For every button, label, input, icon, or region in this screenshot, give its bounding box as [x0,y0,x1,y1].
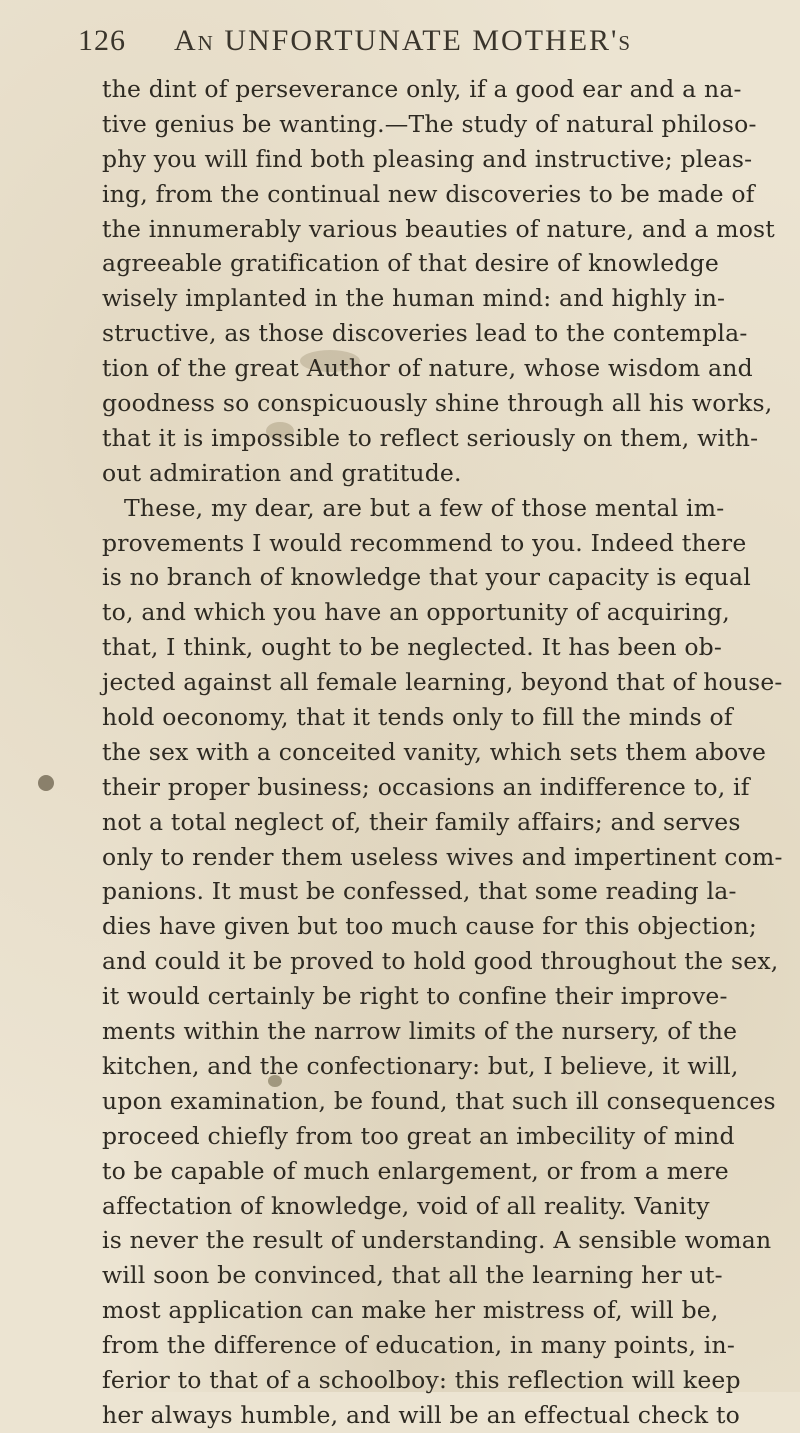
text-line: only to render them useless wives and impertinent com- [102,842,783,871]
text-line: proceed chiefly from too great an imbecility of mind [102,1121,735,1150]
text-line: to be capable of much enlargement, or from a mere [102,1156,729,1185]
text-line: goodness so conspicuously shine through all his works, [102,389,773,418]
text-line: their proper business; occasions an indifference to, if [102,772,750,801]
text-line: it would certainly be right to confine their improve- [102,982,728,1011]
text-line: upon examination, be found, that such ill consequences [102,1086,776,1115]
text-line: the dint of perseverance only, if a good ear and a na- [102,75,742,103]
text-line: jected against all female learning, beyond that of house- [102,668,783,697]
text-line: will soon be convinced, that all the learning her ut- [102,1261,723,1290]
text-line: not a total neglect of, their family affairs; and serves [102,807,741,836]
page-number: 126 [78,24,126,57]
text-line: wisely implanted in the human mind: and highly in- [102,284,726,313]
text-line: dies have given but too much cause for this objection; [102,912,758,941]
text-line: phy you will find both pleasing and instructive; pleas- [102,144,753,173]
foxing-spot [38,775,54,791]
text-line: that it is impossible to reflect seriously on them, with- [102,423,759,452]
text-line: agreeable gratification of that desire of knowledge [102,249,719,278]
text-line: structive, as those discoveries lead to the contempla- [102,319,748,348]
paragraph-start-line: These, my dear, are but a few of those mental im- [124,493,725,522]
text-line: to, and which you have an opportunity of acquiring, [102,598,730,627]
text-line: from the difference of education, in many points, in- [102,1331,735,1360]
text-line: the sex with a conceited vanity, which sets them above [102,737,767,766]
text-line: most application can make her mistress of, will be, [102,1296,719,1325]
text-line: kitchen, and the confectionary: but, I believe, it will, [102,1051,739,1080]
text-line: that, I think, ought to be neglected. It has been ob- [102,633,723,662]
text-line: hold oeconomy, that it tends only to fill the minds of [102,703,733,732]
text-line: tion of the great Author of nature, whose wisdom and [102,354,753,383]
text-line: ing, from the continual new discoveries to be made of [102,179,755,208]
running-head [78,24,718,64]
text-line: out admiration and gratitude. [102,458,462,487]
text-line: is never the result of understanding. A sensible woman [102,1226,772,1255]
body-text [102,72,782,1433]
text-line: the innumerably various beauties of nature, and a most [102,214,775,243]
text-line: and could it be proved to hold good throughout the sex, [102,947,779,976]
text-line: provements I would recommend to you. Indeed there [102,528,747,557]
text-line: is no branch of knowledge that your capacity is equal [102,563,751,592]
text-line: ments within the narrow limits of the nursery, of the [102,1017,738,1046]
text-line: affectation of knowledge, void of all reality. Vanity [102,1191,710,1220]
running-head-title: An UNFORTUNATE MOTHER's [174,24,633,57]
text-line: tive genius be wanting.—The study of natural philoso- [102,109,757,138]
text-line: ferior to that of a schoolboy: this reflection will keep [102,1365,741,1394]
text-line: panions. It must be confessed, that some reading la- [102,877,737,906]
text-line: her always humble, and will be an effectual check to [102,1400,741,1429]
